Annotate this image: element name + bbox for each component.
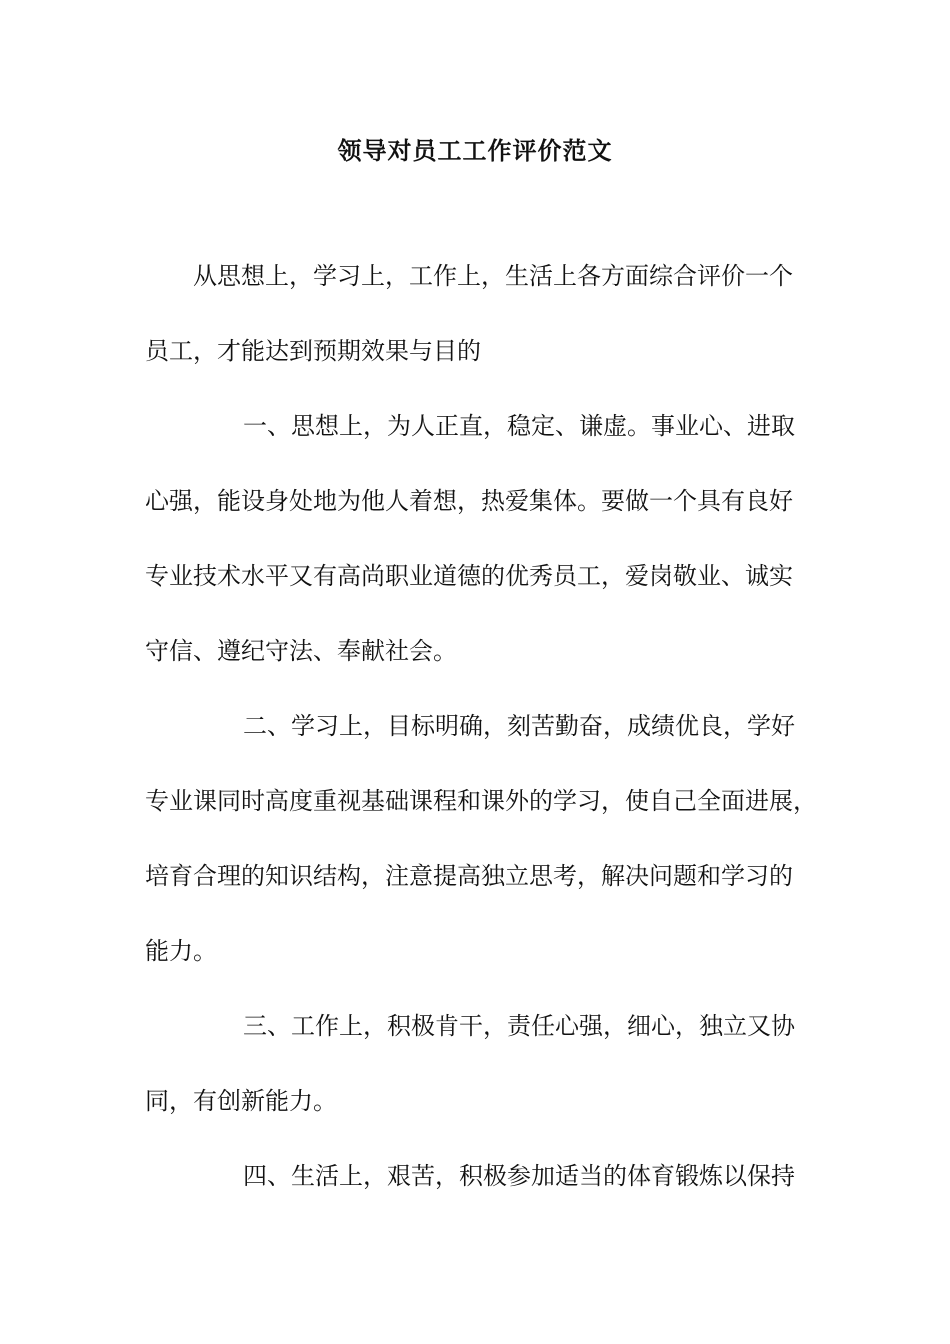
section-3-line: 同，有创新能力。 <box>145 1087 337 1115</box>
section-1-line: 一、思想上，为人正直，稳定、谦虚。事业心、进取 <box>243 412 795 440</box>
document-title: 领导对员工工作评价范文 <box>337 136 613 165</box>
intro-line: 员工，才能达到预期效果与目的 <box>145 337 481 365</box>
section-1-line: 专业技术水平又有高尚职业道德的优秀员工，爱岗敬业、诚实 <box>145 562 793 590</box>
section-2-line: 专业课同时高度重视基础课程和课外的学习，使自己全面进展， <box>145 787 817 815</box>
section-2-line: 能力。 <box>145 937 217 965</box>
section-2-line: 二、学习上，目标明确，刻苦勤奋，成绩优良，学好 <box>243 712 795 740</box>
intro-line: 从思想上，学习上，工作上，生活上各方面综合评价一个 <box>193 262 793 290</box>
section-1-line: 守信、遵纪守法、奉献社会。 <box>145 637 457 665</box>
section-2-line: 培育合理的知识结构，注意提高独立思考，解决问题和学习的 <box>145 862 793 890</box>
section-4-line: 四、生活上，艰苦，积极参加适当的体育锻炼以保持 <box>243 1162 795 1190</box>
section-1-line: 心强，能设身处地为他人着想，热爱集体。要做一个具有良好 <box>145 487 793 515</box>
section-3-line: 三、工作上，积极肯干，责任心强，细心，独立又协 <box>243 1012 795 1040</box>
